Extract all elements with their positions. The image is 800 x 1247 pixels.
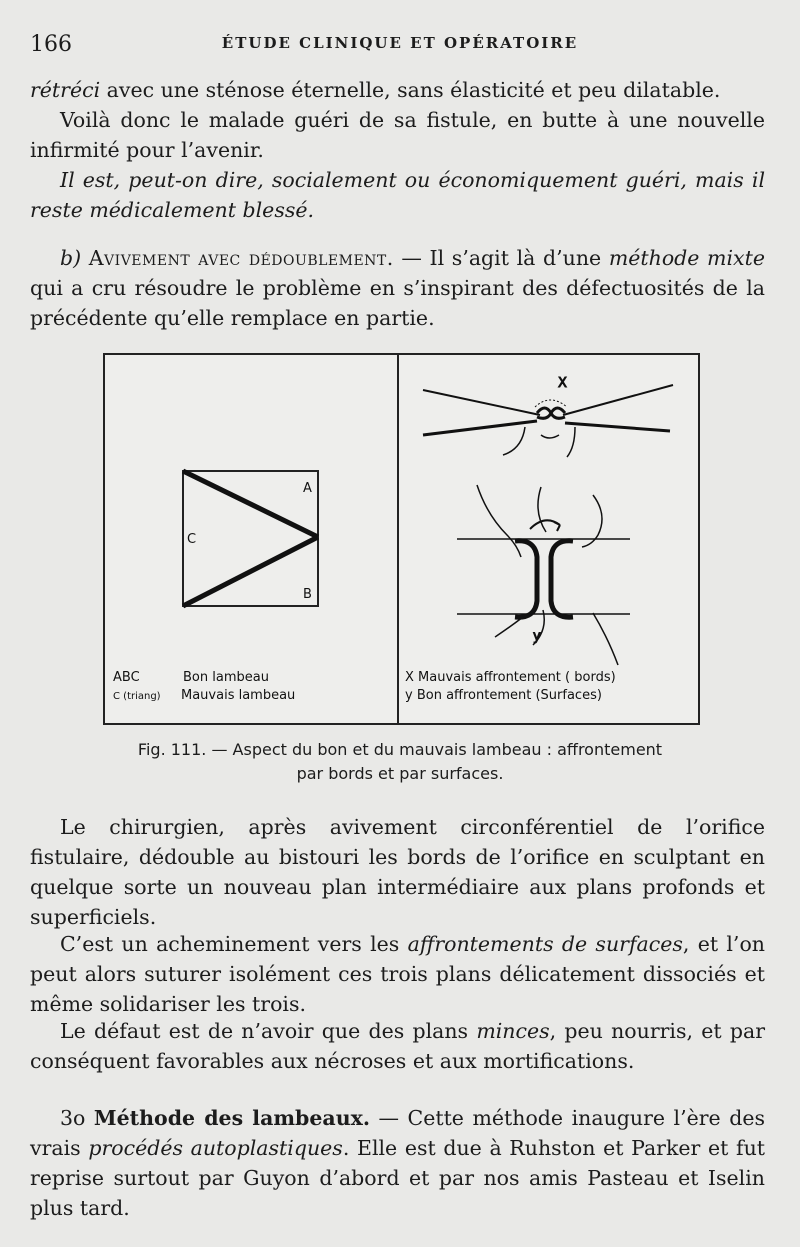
section-title: Méthode des lambeaux. [93,1106,370,1130]
right-panel-surface-apposition [457,485,630,665]
flap-edge-upper [183,471,318,537]
section-title: Avivement avec dédoublement. [88,246,394,270]
text-run: . Elle est due à Ruhston et Parker et fut reprise surtout par Guyon d’abord et par nos amis Pasteau et Iselin plus tard. [30,1136,766,1220]
text-run: , peu nourris, et par conséquent favorables aux nécroses et aux mortifications. [30,1019,765,1073]
running-title: ÉTUDE CLINIQUE ET OPÉRATOIRE [221,34,579,52]
text-run: avec une sténose éternelle, sans élasticité et peu dilatable. [100,78,721,102]
left-legend [113,670,295,703]
caption-line-1: Fig. 111. — Aspect du bon et du mauvais lambeau : affrontement [137,740,663,759]
italic-text: affrontements de surfaces [407,932,683,956]
text-run: C’est un acheminement vers les [60,932,408,956]
italic-text: Il est, peut-on dire, socialement ou économiquement guéri, mais il reste médicalement blessé. [30,168,765,222]
legend-text-bon-lambeau: Bon lambeau [183,670,269,685]
italic-text: méthode mixte [608,246,765,270]
legend-mauvais-affrontement: X Mauvais affrontement ( bords) [405,670,616,685]
paragraph-retreci [30,75,765,105]
paragraph-conclusion-italic [30,165,765,225]
page-number: 166 [30,32,72,57]
figure-caption [100,738,700,786]
text-run: Voilà donc le malade guéri de sa fistule, en butte à une nouvelle infirmité pour l’avenir. [30,108,765,162]
section-number: 3o [60,1106,86,1130]
label-b: B [303,587,312,602]
running-head [30,32,770,62]
paragraph-methode-lambeaux [30,1103,765,1223]
paragraph-defaut [30,1016,765,1076]
legend-text-mauvais-lambeau: Mauvais lambeau [181,688,296,703]
paragraph-voila [30,105,765,165]
italic-word: rétréci [30,78,101,102]
label-a: A [303,481,312,496]
caption-line-2: par bords et par surfaces. [296,764,504,783]
section-letter: b) [60,246,82,270]
legend-key-abc: ABC [113,670,140,685]
legend-bon-affrontement: y Bon affrontement (Surfaces) [405,688,602,703]
right-legend [405,670,616,703]
label-c: C [187,532,197,547]
text-run: , et l’on peut alors suturer isolément ces trois plans délicatement dissociés et même solidariser les trois. [30,932,765,1016]
legend-key-c-triang: C (triang) [113,691,161,702]
label-x: X [558,376,567,391]
paragraph-acheminement [30,929,765,1019]
text-run: — Cette méthode inaugure l’ère des vrais [30,1106,765,1160]
italic-text: procédés autoplastiques [88,1136,343,1160]
flap-edge-lower [183,537,318,606]
text-run: Le défaut est de n’avoir que des plans [60,1019,477,1043]
paragraph-section-b [30,243,765,333]
text-run: qui a cru résoudre le problème en s’inspirant des défectuosités de la précédente qu’elle remplace en partie. [30,276,765,330]
square-flap [183,471,318,606]
label-y: y [533,629,541,644]
figure-111 [103,353,700,725]
text-run: Le chirurgien, après avivement circonférentiel de l’orifice fistulaire, dédouble au bistouri les bords de l’orifice en sculptant en quelque sorte un nouveau plan intermédiaire aux plans profonds et superficiels. [30,815,765,929]
italic-text: minces [476,1019,550,1043]
right-panel-edge-apposition [423,376,673,457]
paragraph-chirurgien [30,812,765,932]
figure-drawing [105,355,698,723]
left-panel-flap-diagram [183,471,318,606]
text-run: — Il s’agit là d’une [393,246,609,270]
